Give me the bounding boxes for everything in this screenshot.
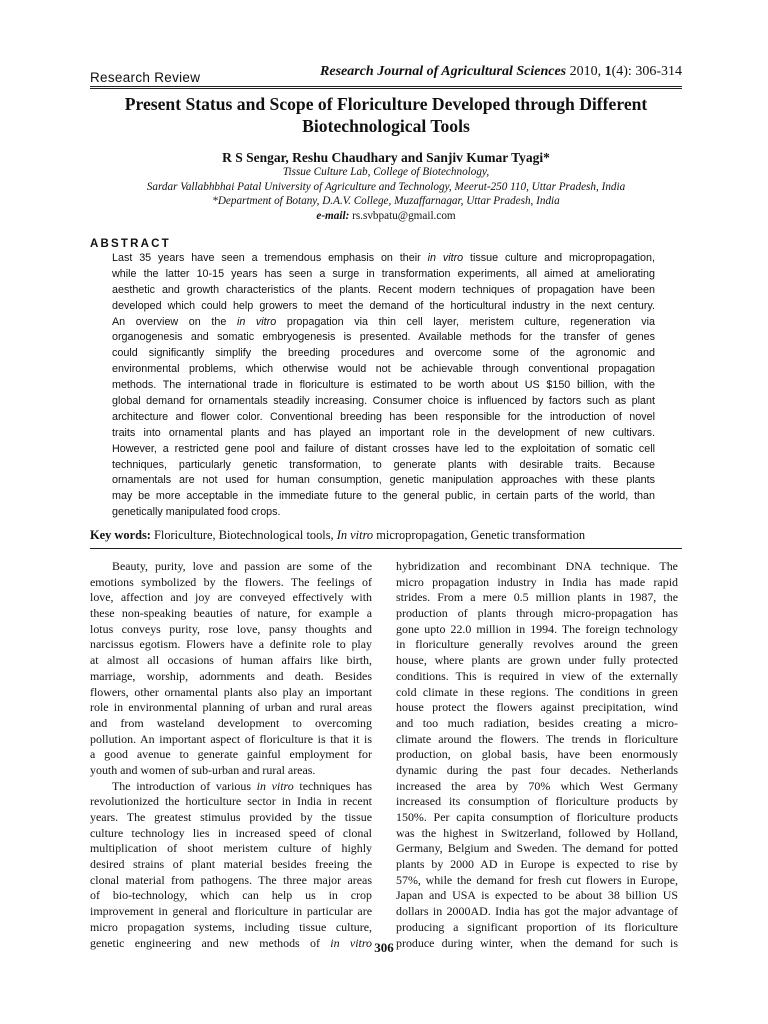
journal-name: Research Journal of Agricultural Sciences <box>320 64 567 79</box>
email-line <box>90 210 682 222</box>
body-text-line: increased the area by 70% which West Germany <box>396 778 678 793</box>
body-text-line: gone upto 22.0 million in 1994. The foreign technology <box>396 621 678 636</box>
abstract-line: traits into ornamental plants and has played an important role in the development of new cultivars. <box>112 426 655 439</box>
abstract-line: An overview on the in vitro propagation via thin cell layer, meristem culture, regeneration via <box>112 315 655 328</box>
body-text-line: pollution. An important aspect of floriculture is that it is <box>90 731 372 746</box>
body-text-line: production of plants through micro-propagation has <box>396 606 678 621</box>
body-text-line: The introduction of various in vitro techniques has <box>112 778 372 793</box>
body-text-line: lotus conveys purity, rose love, pansy thoughts and <box>90 621 372 636</box>
body-text-line: culture technology lies in increased speed of clonal <box>90 825 372 840</box>
body-text-line: role in environmental planning of urban and rural areas <box>90 700 372 715</box>
body-text-line: flowers, other ornamental plants also play an important <box>90 684 372 699</box>
body-text-line: micro propagation systems, including tissue culture, <box>90 919 372 934</box>
abstract-line: methods. The international trade in floriculture is estimated to be worth about US $150 billion, with the <box>112 379 655 392</box>
body-text-line: plants by 2000 AD in Europe is expected to rise by <box>396 857 678 872</box>
paper-title <box>90 93 682 137</box>
header-rule <box>90 86 682 87</box>
body-text-line: and too much radiation, besides creating a micro- <box>396 715 678 730</box>
abstract-line: environmental problems, which otherwise would not be achievable through conventional propagation <box>112 363 655 376</box>
body-text-line: Japan and USA is expected to be about 38 billion US <box>396 888 678 903</box>
abstract-line: may be more acceptable in the immediate future to the general public, in certain parts of the world, than <box>112 490 655 503</box>
abstract-line: Last 35 years have seen a tremendous emphasis on their in vitro tissue culture and micropropagation, <box>112 252 655 264</box>
citation-volume: 1 <box>604 64 612 79</box>
keywords-text-end: micropropagation, Genetic transformation <box>373 528 586 542</box>
abstract-line: while the latter 10-15 years has seen a surge in transformation experiments, all aimed at ameliorating <box>112 267 655 280</box>
abstract-body <box>112 251 655 521</box>
abstract-line: organogenesis and somatic embryogenesis is presented. Available methods for the transfer of genes <box>112 331 655 344</box>
author-list: R S Sengar, Reshu Chaudhary and Sanjiv Kumar Tyagi* <box>222 150 550 165</box>
body-text-line: these non-speaking beauties of nature, for example a <box>90 606 372 621</box>
title-line: Present Status and Scope of Floriculture Developed through Different <box>124 94 648 114</box>
body-text-line: years. The greatest stimulus provided by the tissue <box>90 810 372 824</box>
affiliation-line: Sardar Vallabhbhai Patal University of Agriculture and Technology, Meerut-250 110, Uttar Pradesh, India <box>146 181 626 193</box>
affiliation-line: Tissue Culture Lab, College of Biotechnology, <box>282 166 490 178</box>
body-text-line: love, affection and joy are conveyed effectively with <box>90 590 372 605</box>
abstract-line: developed which could help growers to meet the demand of the horticultural industry in the next century. <box>112 299 655 312</box>
abstract-line: ornamentals are not used for human consumption, genetic manipulation approaches with these plants <box>112 474 655 487</box>
journal-header <box>90 62 682 84</box>
body-text-line: 150%. Per capita consumption of floriculture products <box>396 810 678 824</box>
body-text-line: producing a significant proportion of its floriculture <box>396 919 678 934</box>
journal-citation <box>320 64 682 80</box>
body-text-line: narcissus egotism. Flowers have a definite role to play <box>90 637 372 652</box>
body-text-line: production, on global basis, have been enormously <box>396 747 678 762</box>
abstract-line: could significantly simplify the breeding procedures and overcome some of the agronomic and <box>112 347 655 360</box>
citation-year: 2010, <box>566 64 605 79</box>
body-text-line: conditions. This is required in view of the externally <box>396 668 678 683</box>
body-text-line: strides. From a mere 0.5 million plants in 1987, the <box>396 590 678 605</box>
abstract-heading: ABSTRACT <box>90 238 171 250</box>
abstract-line: techniques, particularly genetic transformation, to generate plants with desirable traits. Because <box>112 458 655 471</box>
body-text-line: Germany, Belgium and Sweden. The demand for potted <box>396 841 678 856</box>
body-text-line: desired strains of plant material besides freeing the <box>90 857 372 872</box>
body-text-line: house, where plants are grown under fully protected <box>396 653 678 668</box>
body-text-line: emotions symbolized by the flowers. The feelings of <box>90 574 372 589</box>
body-text-line: 57%, while the demand for fresh cut flowers in Europe, <box>396 872 678 887</box>
title-line: Biotechnological Tools <box>302 116 470 136</box>
keywords-italic: In vitro <box>336 528 374 542</box>
body-text-line: climate around the flowers. The trends in floriculture <box>396 731 678 746</box>
body-text-line: genetic engineering and new methods of in vitro <box>90 935 372 950</box>
body-text-line: clonal material from pathogens. The three major areas <box>90 872 372 887</box>
keywords-label: Key words: <box>90 528 151 542</box>
email-address: rs.svbpatu@gmail.com <box>349 210 456 222</box>
body-text-line: improvement in general and floriculture in particular are <box>90 904 372 919</box>
abstract-line: genetically manipulated food crops. <box>112 506 281 519</box>
body-text-line: Beauty, purity, love and passion are some of the <box>112 559 372 573</box>
body-column-right <box>396 559 678 951</box>
affiliation-line: *Department of Botany, D.A.V. College, Muzaffarnagar, Uttar Pradesh, India <box>212 195 560 207</box>
body-text-line: house protect the flowers against precipitation, wind <box>396 700 678 715</box>
body-text-line: produce during winter, when the demand for such is <box>396 935 678 950</box>
keywords-rule <box>90 548 682 549</box>
abstract-line: However, a restricted gene pool and failure of distant crosses have led to the exploitation of somatic cell <box>112 442 655 455</box>
keywords-line <box>90 528 682 543</box>
body-text-line: dollars in 2000AD. India has got the major advantage of <box>396 904 678 919</box>
body-text-line: a good avenue to generate gainful employment for <box>90 747 372 762</box>
body-text-line: of bio-technology, which can help us in crop <box>90 888 372 903</box>
abstract-line: global demand for ornamentals steadily increasing. Consumer choice is influenced by factors such as plant <box>112 395 655 408</box>
body-text-line: at almost all occasions of human affairs like birth, <box>90 653 372 668</box>
body-text-line: increased its consumption of floriculture products by <box>396 794 678 809</box>
body-text-line: and from wasteland development to overcoming <box>90 715 372 730</box>
section-label: Research Review <box>90 70 201 85</box>
body-text-line: cold climate in these regions. The conditions in green <box>396 684 678 699</box>
body-text-line: hybridization and recombinant DNA technique. The <box>396 559 678 573</box>
body-text-line: marriage, worship, adornments and death. Besides <box>90 668 372 683</box>
email-label: e-mail: <box>316 210 350 222</box>
body-text-line: dynamic during the past four decades. Netherlands <box>396 762 678 777</box>
keywords-text: Floriculture, Biotechnological tools, <box>150 528 337 542</box>
page-number: 306 <box>374 940 394 955</box>
body-text-line: micro propagation industry in India has made rapid <box>396 574 678 589</box>
header-rule-double <box>90 88 682 89</box>
body-text-line: multiplication of shoot meristem culture of highly <box>90 841 372 856</box>
body-text-line: revolutionized the horticulture sector in India in recent <box>90 794 372 809</box>
body-text-line: youth and women of sub-urban and rural areas. <box>90 762 316 777</box>
body-text-line: in floriculture generally revolves around the green <box>396 637 678 652</box>
abstract-line: aesthetic and growth characteristics of the plants. Recent modern techniques of propagation have been <box>112 283 655 296</box>
abstract-line: architecture and flower color. Conventional breeding has been responsible for the introduction of novel <box>112 410 655 423</box>
body-text-line: was the highest in Switzerland, followed by Holland, <box>396 825 678 840</box>
body-column-left <box>90 559 372 951</box>
citation-issue-pages: (4): 306-314 <box>611 64 682 79</box>
